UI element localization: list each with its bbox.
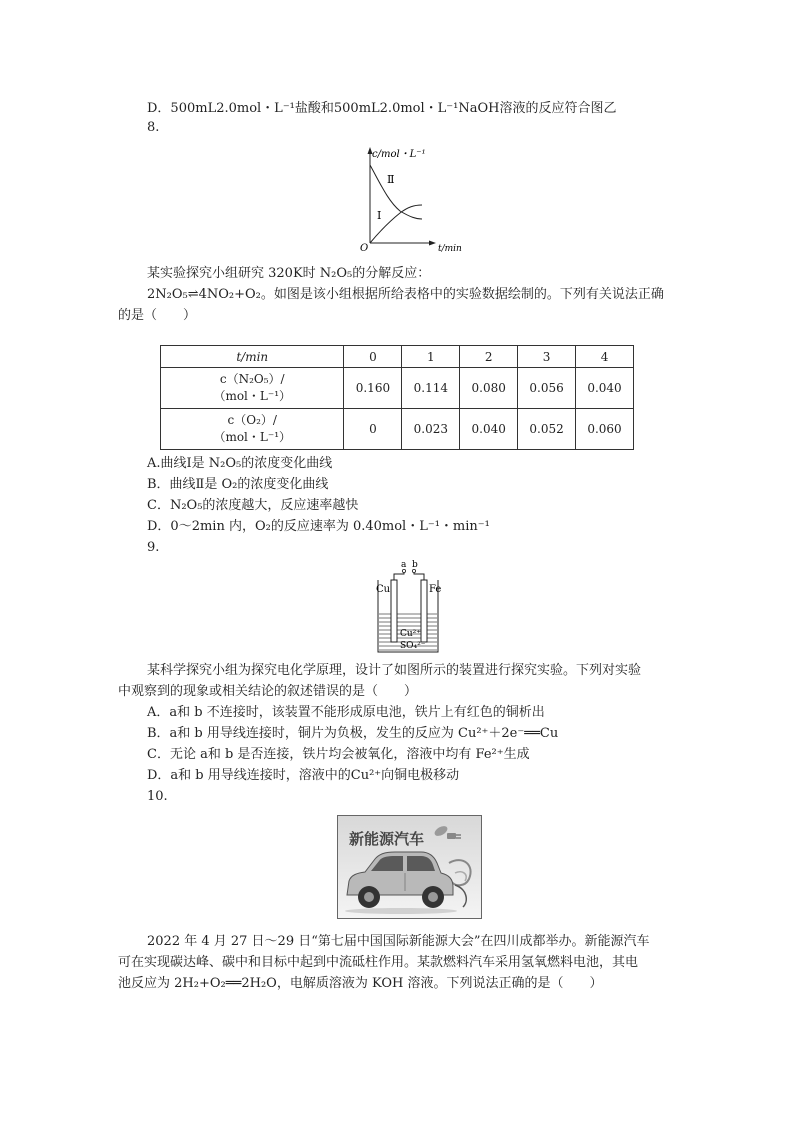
label-b: b [412, 560, 418, 570]
q10-stem-line3: 池反应为 2H₂+O₂══2H₂O，电解质溶液为 KOH 溶液。下列说法正确的是（ ） [118, 976, 603, 991]
q8-stem-line3: 的是（ ） [118, 308, 197, 323]
q8-graph-curve-i-label: Ⅰ [377, 209, 382, 222]
table-cell: 0.080 [460, 368, 518, 409]
row-label-line: c（O₂）/ [227, 413, 277, 427]
table-cell: 0 [344, 409, 402, 450]
q8-graph-curve-ii-label: Ⅱ [387, 173, 395, 186]
label-a: a [401, 560, 407, 570]
q8-graph-xlabel: t/min [438, 244, 462, 253]
q10-stem-line2: 可在实现碳达峰、碳中和目标中起到中流砥柱作用。某款燃料汽车采用氢氧燃料电池，其电 [118, 955, 639, 970]
table-header-row [161, 346, 634, 368]
table-row-label [161, 409, 344, 450]
table-row-label [161, 368, 344, 409]
copper-electrode [391, 580, 397, 642]
q10-stem-line1: 2022 年 4 月 27 日～29 日“第七届中国国际新能源大会”在四川成都举办。新能源汽车 [147, 934, 650, 949]
q8-option-b: B．曲线Ⅱ是 O₂的浓度变化曲线 [147, 477, 329, 492]
table-cell: 0.114 [402, 368, 460, 409]
table-cell: 0.040 [460, 409, 518, 450]
q9-number: 9. [147, 540, 160, 555]
wire-a [394, 572, 404, 580]
table-header-cell: 3 [518, 346, 576, 368]
table-cell: 0.040 [576, 368, 634, 409]
q8-option-d: D．0～2min 内，O₂的反应速率为 0.40mol・L⁻¹・min⁻¹ [147, 519, 490, 534]
q8-concentration-graph [340, 143, 470, 253]
q8-data-table [160, 345, 634, 450]
table-header-cell: 2 [460, 346, 518, 368]
table-cell: 0.160 [344, 368, 402, 409]
q8-option-c: C．N₂O₅的浓度越大，反应速率越快 [147, 498, 359, 513]
q9-option-a: A．a和 b 不连接时，该装置不能形成原电池，铁片上有红色的铜析出 [147, 705, 545, 720]
label-cu: Cu [376, 584, 391, 595]
q9-option-c: C．无论 a和 b 是否连接，铁片均会被氧化，溶液中均有 Fe²⁺生成 [147, 747, 530, 762]
row-label-line: （mol・L⁻¹） [213, 389, 292, 403]
q10-new-energy-car-image [337, 815, 482, 919]
q9-stem-line1: 某科学探究小组为探究电化学原理，设计了如图所示的装置进行探究实验。下列对实验 [147, 663, 642, 678]
q7-option-d: D．500mL2.0mol・L⁻¹盐酸和500mL2.0mol・L⁻¹NaOH溶液的反应符合图乙 [147, 101, 617, 116]
table-header-cell: 0 [344, 346, 402, 368]
label-cu-ion: Cu²⁺ [400, 629, 422, 639]
table-cell: 0.056 [518, 368, 576, 409]
table-row [161, 368, 634, 409]
q8-stem-line2: 2N₂O₅⇌4NO₂+O₂。如图是该小组根据所给表格中的实验数据绘制的。下列有关说法正确 [147, 287, 664, 302]
q8-graph-origin: O [360, 243, 369, 253]
q8-number: 8. [147, 120, 160, 135]
row-label-line: （mol・L⁻¹） [213, 430, 292, 444]
table-header-cell: 4 [576, 346, 634, 368]
q8-stem-line1: 某实验探究小组研究 320K时 N₂O₅的分解反应： [147, 266, 431, 281]
label-fe: Fe [429, 584, 442, 595]
label-sulfate-ion: SO₄²⁻ [400, 641, 426, 651]
q8-option-a: A.曲线Ⅰ是 N₂O₅的浓度变化曲线 [147, 456, 333, 471]
table-row [161, 409, 634, 450]
q9-stem-line2: 中观察到的现象或相关结论的叙述错误的是（ ） [118, 684, 418, 699]
image-title: 新能源汽车 [349, 830, 425, 848]
table-cell: 0.060 [576, 409, 634, 450]
iron-electrode [421, 580, 427, 642]
table-cell: 0.052 [518, 409, 576, 450]
q9-option-b: B．a和 b 用导线连接时，铜片为负极，发生的反应为 Cu²⁺＋2e⁻══Cu [147, 726, 559, 741]
table-cell: 0.023 [402, 409, 460, 450]
table-header-cell: 1 [402, 346, 460, 368]
q9-cell-apparatus [372, 560, 444, 656]
row-label-line: c（N₂O₅）/ [219, 372, 285, 386]
table-header-cell: t/min [161, 346, 344, 368]
wire-b [414, 572, 424, 580]
q9-option-d: D．a和 b 用导线连接时，溶液中的Cu²⁺向铜电极移动 [147, 768, 460, 783]
q8-graph-ylabel: c/mol・L⁻¹ [372, 149, 426, 160]
q10-number: 10. [147, 789, 168, 804]
